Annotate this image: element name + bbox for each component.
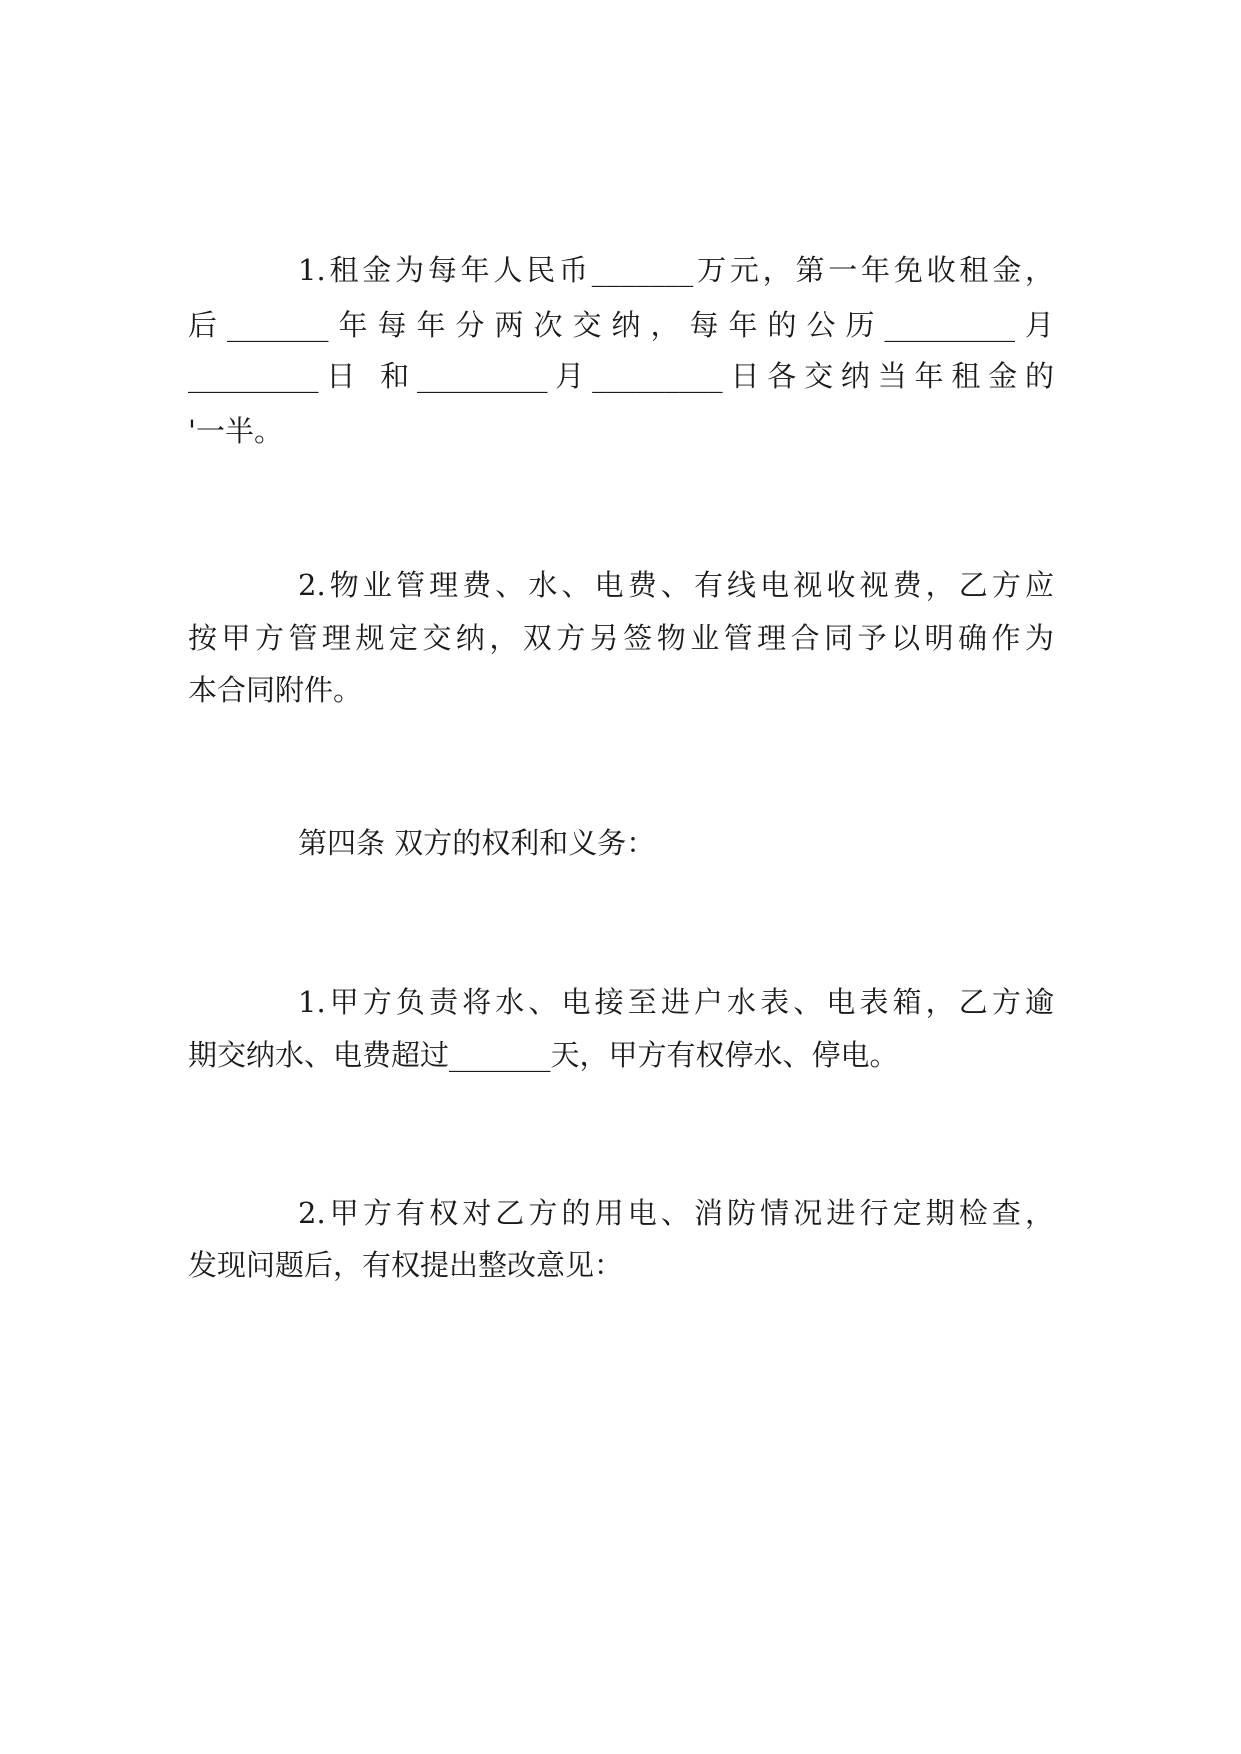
paragraph-rent-line-2: 后_______年每年分两次交纳，每年的公历_________月 (188, 308, 1054, 342)
paragraph-inspection-line-1: 2.甲方有权对乙方的用电、消防情况进行定期检查， (298, 1196, 1054, 1230)
paragraph-water-power-line-2: 期交纳水、电费超过_______天，甲方有权停水、停电。 (188, 1038, 899, 1072)
article-heading: 第四条 双方的权利和义务： (298, 826, 656, 860)
paragraph-inspection-line-2: 发现问题后，有权提出整改意见： (188, 1248, 624, 1282)
paragraph-rent-line-4: '一半。 (188, 414, 283, 448)
paragraph-fees-line-1: 2.物业管理费、水、电费、有线电视收视费，乙方应 (298, 568, 1054, 602)
paragraph-fees-line-3: 本合同附件。 (188, 673, 363, 707)
paragraph-fees-line-2: 按甲方管理规定交纳，双方另签物业管理合同予以明确作为 (188, 621, 1054, 655)
paragraph-rent-line-3: _________日 和_________月_________日各交纳当年租金的 (188, 359, 1054, 393)
paragraph-water-power-line-1: 1.甲方负责将水、电接至进户水表、电表箱，乙方逾 (298, 985, 1054, 1019)
paragraph-rent-line-1: 1.租金为每年人民币_______万元，第一年免收租金， (298, 253, 1054, 287)
